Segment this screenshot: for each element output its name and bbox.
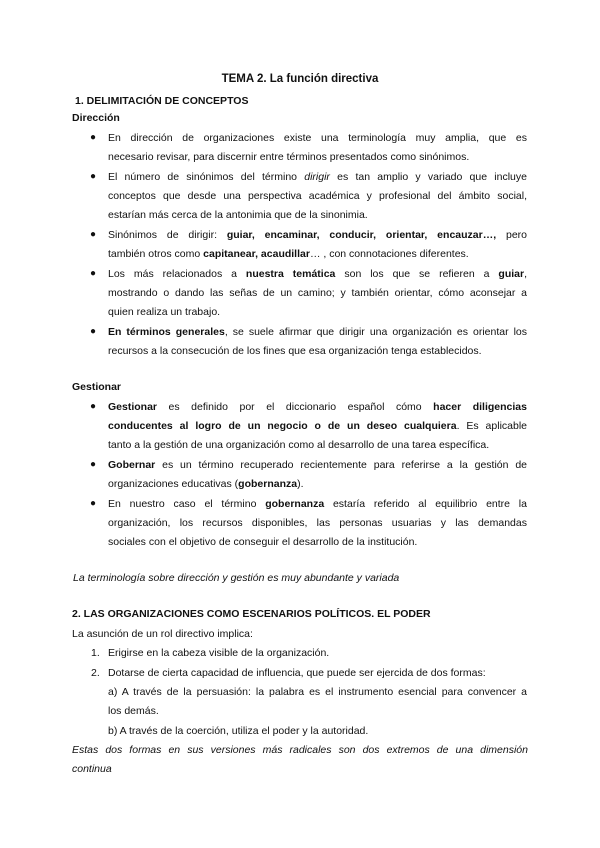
gestionar-bullet-1-line-3: tanto a la gestión de una organización como al desarrollo de una tarea específica.: [108, 439, 490, 451]
text-run: es tan amplio y variado que incluye: [329, 171, 527, 183]
section-1-heading: 1. DELIMITACIÓN DE CONCEPTOS: [75, 95, 249, 107]
direccion-bullet-1-line-1: En dirección de organizaciones existe una terminología muy amplia, que es: [108, 132, 527, 144]
closing-line-2: continua: [72, 763, 112, 775]
text-run-bold: gobernanza: [265, 498, 325, 510]
text-run: ).: [297, 478, 304, 490]
direccion-bullet-5-line-1: [108, 325, 527, 339]
text-run: El número de sinónimos del término: [108, 171, 305, 183]
text-run: son los que se refieren a: [335, 268, 499, 280]
bullet-icon: ●: [90, 498, 97, 509]
text-run-bold: Gestionar: [108, 401, 158, 413]
gestionar-bullet-1-line-2: [108, 419, 527, 433]
text-run: es definido por el diccionario español cómo: [157, 401, 434, 413]
text-run-bold: hacer diligencias: [433, 401, 527, 413]
section-1-note: La terminología sobre dirección y gestión es muy abundante y variada: [73, 572, 400, 584]
direccion-bullet-1-line-2: necesario revisar, para discernir entre términos presentados como sinónimos.: [108, 151, 470, 163]
bullet-icon: ●: [90, 268, 97, 279]
bullet-icon: ●: [90, 171, 97, 182]
subheading-direccion: Dirección: [72, 112, 120, 124]
text-run-bold: capitanear, acaudillar: [203, 248, 310, 260]
document-title: TEMA 2. La función directiva: [221, 73, 379, 85]
text-run: ,: [524, 268, 527, 280]
direccion-bullet-4-line-2: mostrando o dando las señas de un camino; y también orientar, cómo aconsejar a: [108, 287, 527, 299]
text-run-bold: gobernanza: [238, 478, 298, 490]
gestionar-bullet-3-line-3: sociales con el objetivo de conseguir el desarrollo de la institución.: [108, 536, 418, 548]
gestionar-bullet-2-line-1: [108, 458, 527, 472]
gestionar-bullet-2-line-2: [108, 477, 304, 491]
section-2-heading: 2. LAS ORGANIZACIONES COMO ESCENARIOS POLÍTICOS. EL PODER: [72, 608, 431, 620]
subheading-gestionar: Gestionar: [72, 381, 122, 393]
direccion-bullet-4-line-3: quien realiza un trabajo.: [108, 306, 221, 318]
text-run-bold: conducentes al logro de un negocio o de un deseo cualquiera: [108, 420, 457, 432]
direccion-bullet-3-line-2: [108, 247, 469, 261]
text-run: . Es aplicable: [456, 420, 527, 432]
bullet-icon: ●: [90, 459, 97, 470]
text-run: Los más relacionados a: [108, 268, 246, 280]
text-run: estaría referido al equilibrio entre la: [324, 498, 527, 510]
text-run: , se suele afirmar que dirigir una organización es orientar los: [224, 326, 528, 338]
direccion-bullet-2-line-3: estarían más cerca de la antonimia que de la sinonimia.: [108, 209, 368, 221]
sub-item-b: b) A través de la coerción, utiliza el poder y la autoridad.: [108, 725, 369, 737]
bullet-icon: ●: [90, 401, 97, 412]
list-number: 1.: [91, 647, 100, 659]
list-item-1: Erigirse en la cabeza visible de la organización.: [108, 647, 330, 659]
sub-item-a-line-1: a) A través de la persuasión: la palabra es el instrumento esencial para convencer a: [108, 686, 527, 698]
list-number: 2.: [91, 667, 100, 679]
bullet-icon: ●: [90, 132, 97, 143]
section-2-intro: La asunción de un rol directivo implica:: [72, 628, 253, 640]
gestionar-bullet-3-line-2: organización, los recursos disponibles, las personas usuarias y las demandas: [108, 517, 527, 529]
bullet-icon: ●: [90, 326, 97, 337]
text-run: es un término recuperado recientemente para referirse a la gestión de: [155, 459, 527, 471]
text-run-bold: nuestra temática: [245, 268, 336, 280]
gestionar-bullet-1-line-1: [108, 400, 527, 414]
gestionar-bullet-3-line-1: [108, 497, 527, 511]
direccion-bullet-2-line-1: [108, 170, 527, 184]
text-run: … , con connotaciones diferentes.: [309, 248, 469, 260]
text-run-bold: En términos generales: [108, 326, 225, 338]
text-run: Sinónimos de dirigir:: [108, 229, 227, 241]
bullet-icon: ●: [90, 229, 97, 240]
text-run-bold: guiar: [498, 268, 525, 280]
text-run: también otros como: [108, 248, 204, 260]
closing-line-1: Estas dos formas en sus versiones más radicales son dos extremos de una dimensión: [72, 744, 528, 756]
text-run-italic: dirigir: [304, 171, 330, 183]
text-run: En nuestro caso el término: [108, 498, 266, 510]
text-run: pero: [496, 229, 528, 241]
direccion-bullet-3-line-1: [108, 228, 527, 242]
direccion-bullet-2-line-2: conceptos que desde una perspectiva académica y profesional del ámbito social,: [108, 190, 527, 202]
direccion-bullet-5-line-2: recursos a la consecución de los fines que esa organización tenga establecidos.: [108, 345, 482, 357]
text-run-bold: Gobernar: [108, 459, 156, 471]
text-run: organizaciones educativas (: [108, 478, 239, 490]
list-item-2: Dotarse de cierta capacidad de influencia, que puede ser ejercida de dos formas:: [108, 667, 486, 679]
sub-item-a-line-2: los demás.: [108, 705, 159, 717]
direccion-bullet-4-line-1: [108, 267, 527, 281]
text-run-bold: guiar, encaminar, conducir, orientar, encauzar…,: [226, 229, 497, 241]
